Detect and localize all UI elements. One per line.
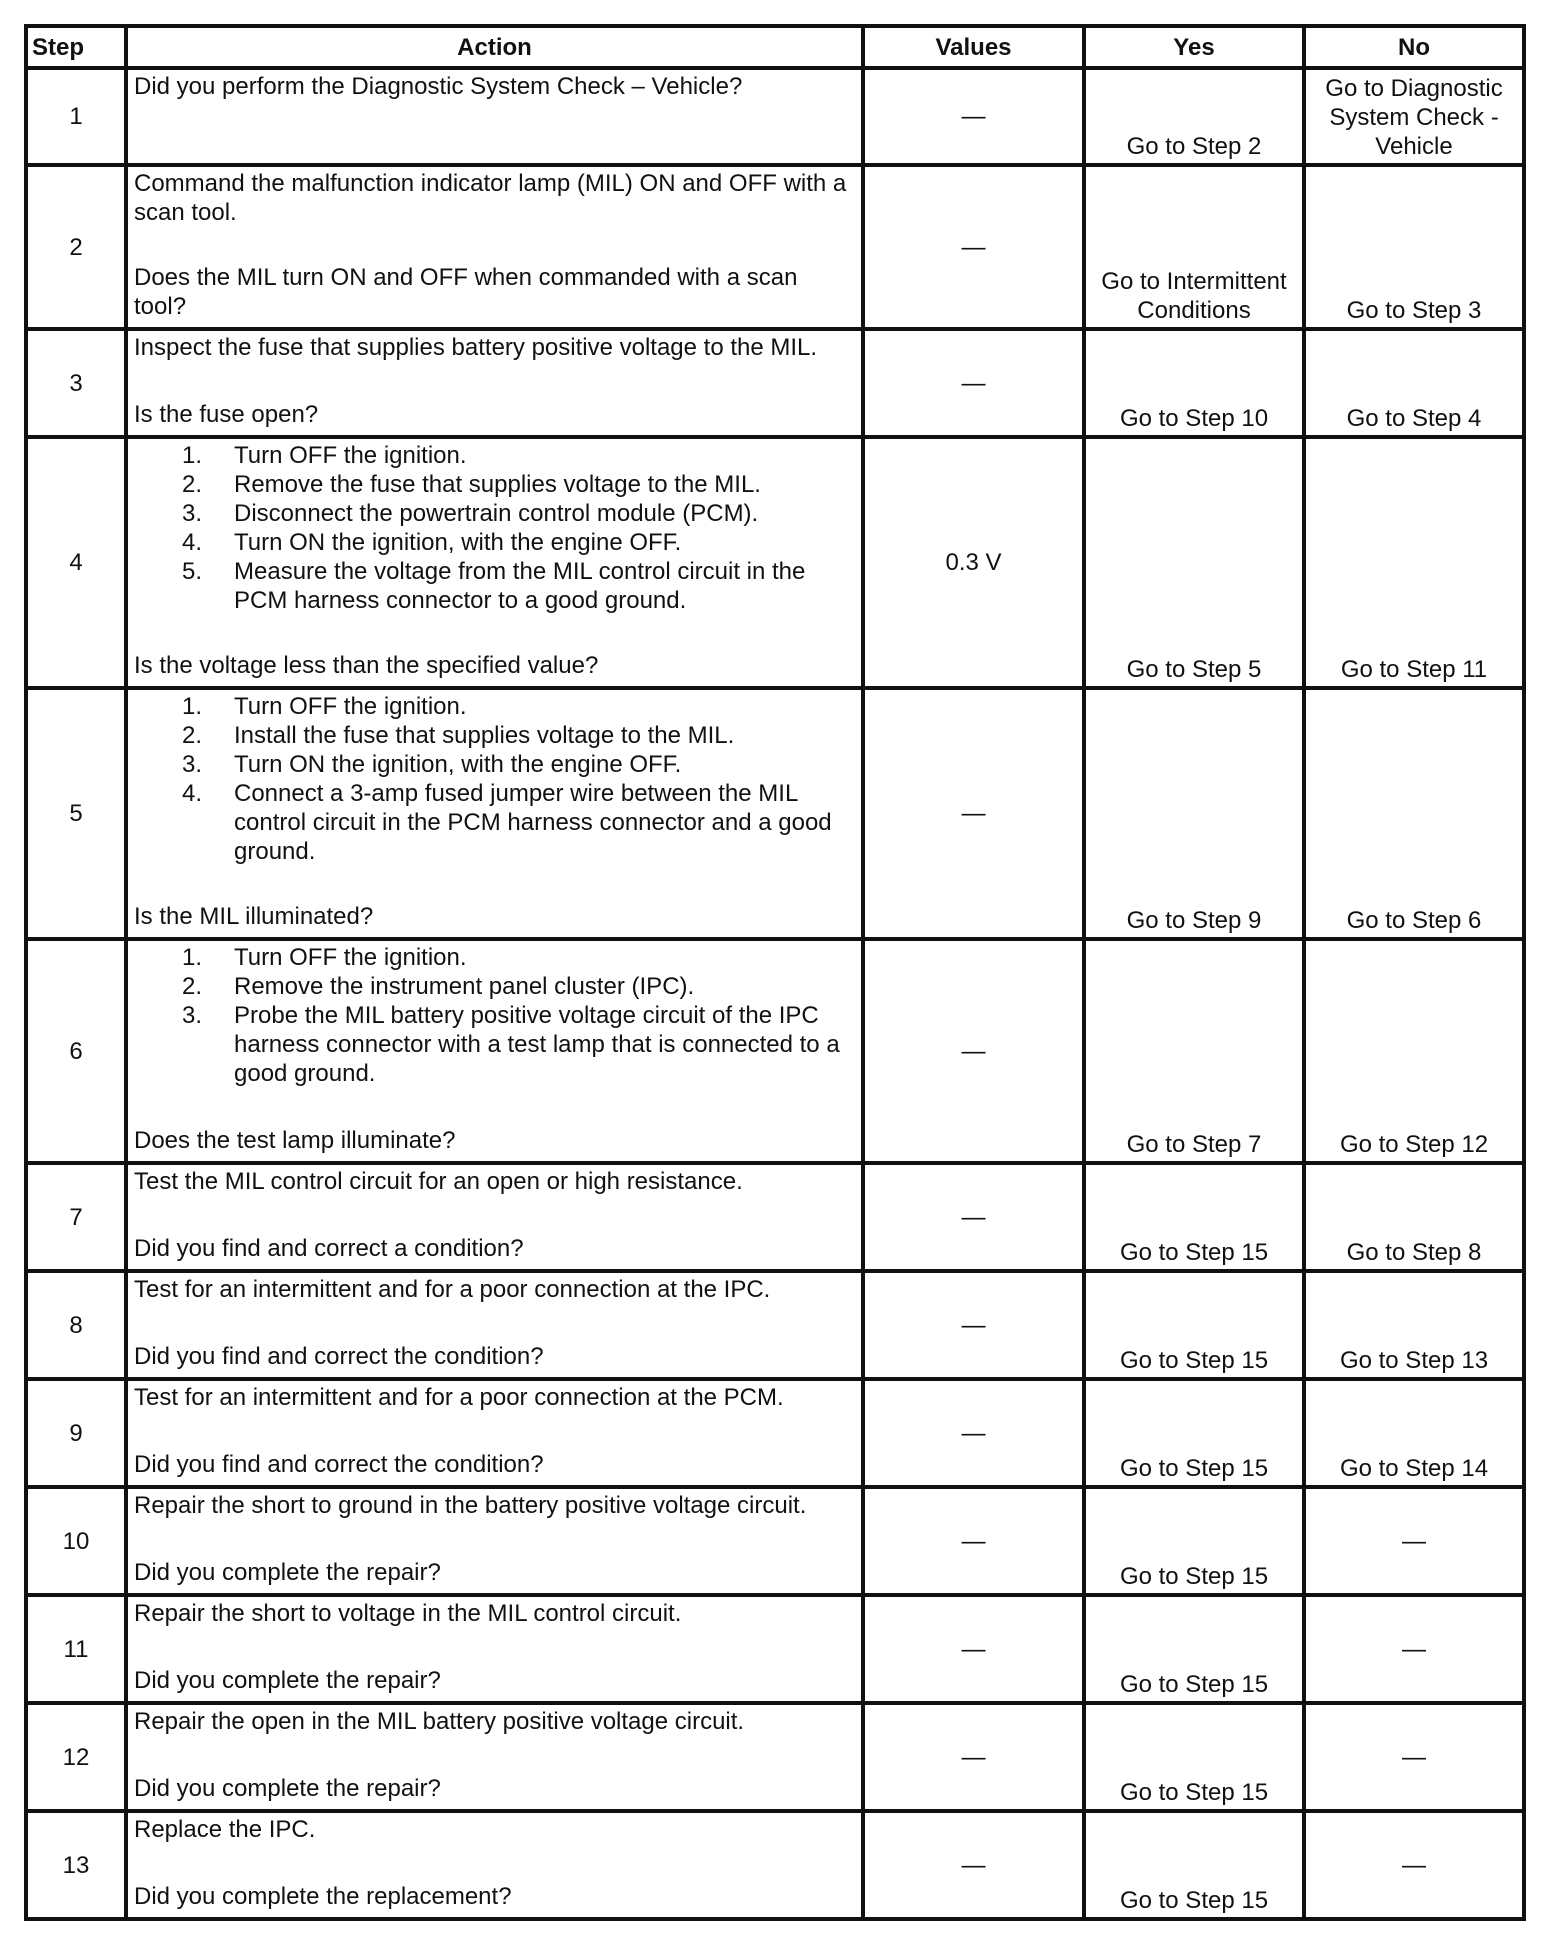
action-step-item bbox=[134, 557, 855, 615]
header-no: No bbox=[1304, 26, 1524, 68]
action-step-text: Probe the MIL battery positive voltage circuit of the IPC harness connector with a test lamp that is connected to a good ground. bbox=[234, 1002, 840, 1087]
step-number: 1 bbox=[26, 68, 126, 165]
action-instruction: Inspect the fuse that supplies battery positive voltage to the MIL. bbox=[134, 334, 818, 361]
no-cell: Go to Step 3 bbox=[1304, 165, 1524, 329]
action-content bbox=[134, 1491, 855, 1587]
action-step-item bbox=[134, 441, 855, 470]
action-instructions bbox=[134, 72, 855, 101]
action-step-number: 2. bbox=[182, 722, 203, 749]
action-question: Did you find and correct a condition? bbox=[134, 1235, 524, 1262]
values-cell: — bbox=[863, 939, 1084, 1163]
yes-cell: Go to Step 15 bbox=[1084, 1487, 1304, 1595]
values-cell: — bbox=[863, 688, 1084, 939]
action-step-number: 5. bbox=[182, 558, 203, 585]
no-cell: Go to Step 8 bbox=[1304, 1163, 1524, 1271]
action-step-item bbox=[134, 721, 855, 750]
yes-cell: Go to Step 2 bbox=[1084, 68, 1304, 165]
action-step-item bbox=[134, 528, 855, 557]
action-question: Is the fuse open? bbox=[134, 401, 319, 428]
action-instructions bbox=[134, 1599, 855, 1628]
step-number: 8 bbox=[26, 1271, 126, 1379]
action-cell bbox=[126, 1379, 863, 1487]
action-cell bbox=[126, 437, 863, 688]
action-step-item bbox=[134, 972, 855, 1001]
yes-cell: Go to Step 15 bbox=[1084, 1379, 1304, 1487]
step-number: 3 bbox=[26, 329, 126, 437]
table-row bbox=[26, 165, 1524, 329]
no-cell: — bbox=[1304, 1595, 1524, 1703]
table-row bbox=[26, 1271, 1524, 1379]
action-cell bbox=[126, 1163, 863, 1271]
action-instructions bbox=[134, 1815, 855, 1844]
action-content bbox=[134, 72, 855, 157]
action-instructions bbox=[134, 1707, 855, 1736]
values-cell: — bbox=[863, 1379, 1084, 1487]
action-cell bbox=[126, 688, 863, 939]
table-row bbox=[26, 1703, 1524, 1811]
yes-cell: Go to Step 5 bbox=[1084, 437, 1304, 688]
no-cell: — bbox=[1304, 1811, 1524, 1919]
action-cell bbox=[126, 1487, 863, 1595]
table-row bbox=[26, 1811, 1524, 1919]
table-row bbox=[26, 437, 1524, 688]
action-question: Did you complete the repair? bbox=[134, 1775, 441, 1802]
action-content bbox=[134, 169, 855, 321]
header-action: Action bbox=[126, 26, 863, 68]
values-cell: — bbox=[863, 1271, 1084, 1379]
step-number: 12 bbox=[26, 1703, 126, 1811]
action-step-text: Connect a 3-amp fused jumper wire between the MIL control circuit in the PCM harness connector and a good ground. bbox=[234, 780, 832, 865]
action-step-number: 1. bbox=[182, 442, 203, 469]
values-cell: — bbox=[863, 1811, 1084, 1919]
action-instruction: Did you perform the Diagnostic System Check – Vehicle? bbox=[134, 73, 743, 100]
action-step-number: 1. bbox=[182, 944, 203, 971]
action-step-number: 2. bbox=[182, 471, 203, 498]
values-cell: — bbox=[863, 68, 1084, 165]
action-step-number: 3. bbox=[182, 751, 203, 778]
table-row bbox=[26, 68, 1524, 165]
action-cell bbox=[126, 939, 863, 1163]
action-cell bbox=[126, 329, 863, 437]
action-step-number: 3. bbox=[182, 500, 203, 527]
no-cell: Go to Step 11 bbox=[1304, 437, 1524, 688]
action-instructions bbox=[134, 943, 855, 1088]
values-cell: — bbox=[863, 1163, 1084, 1271]
action-step-item bbox=[134, 943, 855, 972]
action-step-text: Remove the instrument panel cluster (IPC). bbox=[234, 973, 695, 1000]
step-number: 4 bbox=[26, 437, 126, 688]
action-cell bbox=[126, 1595, 863, 1703]
header-step: Step bbox=[26, 26, 126, 68]
step-number: 13 bbox=[26, 1811, 126, 1919]
action-question: Does the test lamp illuminate? bbox=[134, 1127, 456, 1154]
action-step-text: Install the fuse that supplies voltage to the MIL. bbox=[234, 722, 735, 749]
yes-cell: Go to Step 9 bbox=[1084, 688, 1304, 939]
action-instruction: Replace the IPC. bbox=[134, 1816, 316, 1843]
no-cell: Go to Step 13 bbox=[1304, 1271, 1524, 1379]
action-instruction: Repair the short to voltage in the MIL control circuit. bbox=[134, 1600, 682, 1627]
table-row bbox=[26, 939, 1524, 1163]
action-step-item bbox=[134, 470, 855, 499]
action-step-item bbox=[134, 499, 855, 528]
no-cell: — bbox=[1304, 1487, 1524, 1595]
action-step-text: Turn OFF the ignition. bbox=[234, 693, 467, 720]
action-cell bbox=[126, 1811, 863, 1919]
no-cell: Go to Step 12 bbox=[1304, 939, 1524, 1163]
action-instruction: Repair the short to ground in the battery positive voltage circuit. bbox=[134, 1492, 807, 1519]
step-number: 2 bbox=[26, 165, 126, 329]
action-content bbox=[134, 1383, 855, 1479]
table-row bbox=[26, 1163, 1524, 1271]
action-step-item bbox=[134, 1001, 855, 1088]
action-question: Did you complete the replacement? bbox=[134, 1883, 512, 1910]
action-question: Did you find and correct the condition? bbox=[134, 1451, 544, 1478]
values-cell: — bbox=[863, 329, 1084, 437]
table-row bbox=[26, 1379, 1524, 1487]
yes-cell: Go to Step 15 bbox=[1084, 1271, 1304, 1379]
no-cell: Go to Step 14 bbox=[1304, 1379, 1524, 1487]
no-cell: Go to Step 4 bbox=[1304, 329, 1524, 437]
action-content bbox=[134, 1167, 855, 1263]
values-cell: — bbox=[863, 1703, 1084, 1811]
action-cell bbox=[126, 68, 863, 165]
action-step-text: Turn OFF the ignition. bbox=[234, 944, 467, 971]
action-step-number: 3. bbox=[182, 1002, 203, 1029]
action-question: Does the MIL turn ON and OFF when commanded with a scan tool? bbox=[134, 264, 798, 320]
action-steps-list bbox=[134, 943, 855, 1088]
action-instructions bbox=[134, 169, 855, 227]
header-row bbox=[26, 26, 1524, 68]
values-cell: — bbox=[863, 1487, 1084, 1595]
table-row bbox=[26, 1595, 1524, 1703]
yes-cell: Go to Step 15 bbox=[1084, 1811, 1304, 1919]
yes-cell: Go to Step 15 bbox=[1084, 1163, 1304, 1271]
action-instructions bbox=[134, 1275, 855, 1304]
action-content bbox=[134, 441, 855, 680]
action-instruction: Command the malfunction indicator lamp (MIL) ON and OFF with a scan tool. bbox=[134, 170, 847, 226]
action-content bbox=[134, 1815, 855, 1911]
diagnostic-table bbox=[24, 24, 1526, 1921]
action-content bbox=[134, 1599, 855, 1695]
no-cell: — bbox=[1304, 1703, 1524, 1811]
action-question: Did you complete the repair? bbox=[134, 1667, 441, 1694]
step-number: 5 bbox=[26, 688, 126, 939]
yes-cell: Go to Step 15 bbox=[1084, 1595, 1304, 1703]
action-step-text: Turn ON the ignition, with the engine OFF. bbox=[234, 751, 682, 778]
yes-cell: Go to Step 15 bbox=[1084, 1703, 1304, 1811]
action-step-number: 4. bbox=[182, 780, 203, 807]
action-steps-list bbox=[134, 692, 855, 866]
values-cell: — bbox=[863, 165, 1084, 329]
action-step-text: Turn ON the ignition, with the engine OFF. bbox=[234, 529, 682, 556]
action-content bbox=[134, 943, 855, 1155]
action-step-number: 4. bbox=[182, 529, 203, 556]
no-cell: Go to Step 6 bbox=[1304, 688, 1524, 939]
action-step-text: Measure the voltage from the MIL control circuit in the PCM harness connector to a good ground. bbox=[234, 558, 806, 614]
action-steps-list bbox=[134, 441, 855, 615]
action-content bbox=[134, 333, 855, 429]
table-row bbox=[26, 1487, 1524, 1595]
step-number: 7 bbox=[26, 1163, 126, 1271]
action-step-text: Disconnect the powertrain control module (PCM). bbox=[234, 500, 759, 527]
yes-cell: Go to Intermittent Conditions bbox=[1084, 165, 1304, 329]
action-instructions bbox=[134, 333, 855, 362]
action-step-item bbox=[134, 692, 855, 721]
action-instructions bbox=[134, 1491, 855, 1520]
action-instructions bbox=[134, 1383, 855, 1412]
action-instruction: Test the MIL control circuit for an open or high resistance. bbox=[134, 1168, 743, 1195]
step-number: 11 bbox=[26, 1595, 126, 1703]
step-number: 10 bbox=[26, 1487, 126, 1595]
header-values: Values bbox=[863, 26, 1084, 68]
action-content bbox=[134, 1275, 855, 1371]
action-instructions bbox=[134, 441, 855, 615]
table-body bbox=[26, 68, 1524, 1919]
action-step-text: Remove the fuse that supplies voltage to the MIL. bbox=[234, 471, 761, 498]
action-step-number: 2. bbox=[182, 973, 203, 1000]
yes-cell: Go to Step 10 bbox=[1084, 329, 1304, 437]
yes-cell: Go to Step 7 bbox=[1084, 939, 1304, 1163]
action-step-item bbox=[134, 750, 855, 779]
action-instruction: Repair the open in the MIL battery positive voltage circuit. bbox=[134, 1708, 745, 1735]
action-question: Did you complete the repair? bbox=[134, 1559, 441, 1586]
action-instructions bbox=[134, 1167, 855, 1196]
action-content bbox=[134, 692, 855, 931]
action-content bbox=[134, 1707, 855, 1803]
action-instructions bbox=[134, 692, 855, 866]
values-cell: — bbox=[863, 1595, 1084, 1703]
table-row bbox=[26, 329, 1524, 437]
action-cell bbox=[126, 165, 863, 329]
action-question: Did you find and correct the condition? bbox=[134, 1343, 544, 1370]
no-cell: Go to Diagnostic System Check - Vehicle bbox=[1304, 68, 1524, 165]
action-cell bbox=[126, 1271, 863, 1379]
action-cell bbox=[126, 1703, 863, 1811]
action-step-item bbox=[134, 779, 855, 866]
action-instruction: Test for an intermittent and for a poor connection at the PCM. bbox=[134, 1384, 784, 1411]
action-instruction: Test for an intermittent and for a poor connection at the IPC. bbox=[134, 1276, 771, 1303]
action-step-text: Turn OFF the ignition. bbox=[234, 442, 467, 469]
action-question: Is the voltage less than the specified value? bbox=[134, 652, 599, 679]
header-yes: Yes bbox=[1084, 26, 1304, 68]
values-cell: 0.3 V bbox=[863, 437, 1084, 688]
step-number: 6 bbox=[26, 939, 126, 1163]
table-row bbox=[26, 688, 1524, 939]
action-step-number: 1. bbox=[182, 693, 203, 720]
action-question: Is the MIL illuminated? bbox=[134, 903, 374, 930]
step-number: 9 bbox=[26, 1379, 126, 1487]
